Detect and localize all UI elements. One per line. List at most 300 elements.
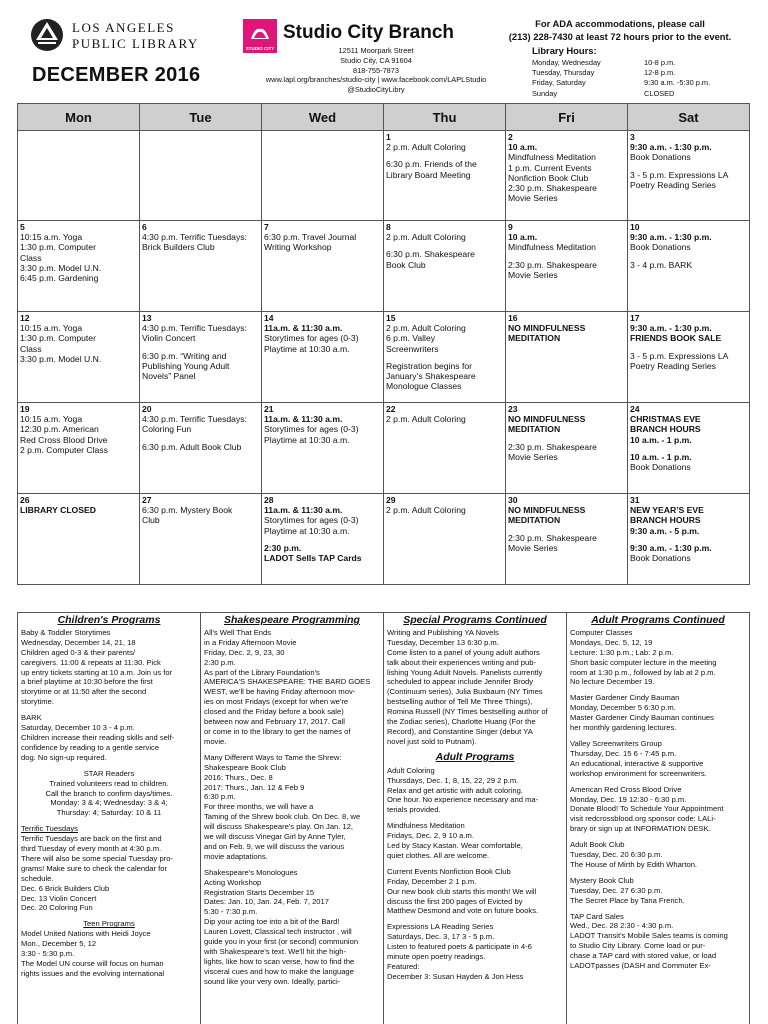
program-line: Adult Book Club xyxy=(570,840,625,850)
page-header xyxy=(0,0,768,104)
hours-days: Tuesday, Thursday xyxy=(532,68,595,78)
program-block xyxy=(570,628,746,687)
program-block xyxy=(570,739,746,779)
column-title: Children's Programs xyxy=(57,614,161,626)
program-line: Thursday, Dec. 15 6 - 7:45 p.m. xyxy=(570,748,677,758)
event-line: Book Donations xyxy=(630,242,691,253)
program-block xyxy=(21,713,197,763)
program-line: Donate Blood! To Schedule Your Appointment xyxy=(570,804,724,814)
program-line: visceral cues and how to make the language xyxy=(204,966,354,976)
event-line: 2 p.m. Computer Class xyxy=(20,444,108,455)
program-line: a brief playtime at 10:30 before the first xyxy=(21,677,153,687)
program-line: to Studio City Library. Come load or pur- xyxy=(570,941,706,951)
program-line: lishing Young Adult Novels. Panelists currently xyxy=(387,667,543,677)
program-line: All's Well That Ends xyxy=(204,627,272,637)
event-line: 3 - 5 p.m. Expressions LA xyxy=(630,169,729,180)
day-number: 2 xyxy=(508,132,513,142)
hours-time: 9:30 a.m. -5:30 p.m. xyxy=(644,78,711,88)
event-line: Violin Concert xyxy=(142,333,196,344)
childrens-programs-column xyxy=(18,613,201,1024)
program-lines xyxy=(21,929,197,979)
day-number: 17 xyxy=(630,313,640,323)
event-line: 6:30 p.m. Travel Journal xyxy=(264,232,357,243)
program-line: Relax and get artistic with adult coloring. xyxy=(387,785,523,795)
program-line: Dates: Jan. 10, Jan. 24, Feb. 7, 2017 xyxy=(204,897,329,907)
day-number: 24 xyxy=(630,404,640,414)
calendar-day-cell xyxy=(384,494,506,585)
program-line: Current Events Nonfiction Book Club xyxy=(387,866,511,876)
calendar-day-cell xyxy=(384,403,506,494)
calendar-day-header-row xyxy=(18,104,750,131)
program-line: Record), and Constantine Singer (debut YA xyxy=(387,726,533,736)
calendar-day-cell xyxy=(140,221,262,312)
program-line: with Shakespeare's text. We'll hit the high- xyxy=(204,947,347,956)
program-block xyxy=(387,766,563,816)
program-line: The House of Mirth by Edith Wharton. xyxy=(570,859,698,869)
program-line: 5:30 - 7:30 p.m. xyxy=(204,907,258,917)
event-line: 10:15 a.m. Yoga xyxy=(20,414,83,425)
calendar-day-cell xyxy=(628,312,750,403)
program-block xyxy=(387,867,563,917)
day-header: Wed xyxy=(262,104,384,131)
event-line: 11a.m. & 11:30 a.m. xyxy=(264,414,343,425)
event-line: Coloring Fun xyxy=(142,424,192,435)
calendar-day-cell xyxy=(384,221,506,312)
day-number: 14 xyxy=(264,313,274,323)
event-line: MEDITATION xyxy=(508,515,561,526)
program-line: ies on most Fridays (except for when we're xyxy=(204,697,349,707)
program-line: closed and the Friday before a book sale) xyxy=(204,707,344,717)
hours-row xyxy=(532,68,710,78)
event-line: 2:30 p.m. Shakespeare xyxy=(508,532,597,543)
program-line: 2:30 p.m. xyxy=(204,657,236,667)
ada-line1: For ADA accommodations, please call xyxy=(535,18,705,29)
calendar-day-cell xyxy=(18,494,140,585)
program-line: Master Gardener Cindy Bauman continues xyxy=(570,713,714,723)
hours-time: CLOSED xyxy=(644,88,675,98)
program-line: talk about their experiences writing and pub- xyxy=(387,657,537,667)
day-number: 7 xyxy=(264,222,269,232)
program-line: in a Friday Afternoon Movie xyxy=(204,637,297,647)
program-line: Mondays, Dec. 5, 12, 19 xyxy=(570,637,653,647)
library-hours xyxy=(532,58,710,99)
program-block xyxy=(570,693,746,733)
program-line: grams! Make sure to check the calendar for xyxy=(21,863,168,873)
calendar-day-cell xyxy=(506,312,628,403)
program-line: Dip your acting toe into a bit of the Bard! xyxy=(204,917,340,927)
event-line: 6 p.m. Valley xyxy=(386,333,436,344)
program-line: For three months, we will have a xyxy=(204,802,314,812)
event-line: 10 a.m. - 1 p.m. xyxy=(630,451,692,462)
event-line: 4:30 p.m. Terrific Tuesdays: xyxy=(142,323,247,334)
calendar-day-cell xyxy=(628,131,750,221)
column-title: Shakespeare Programming xyxy=(224,614,360,626)
event-line: 4:30 p.m. Terrific Tuesdays: xyxy=(142,414,247,425)
program-line: room at 1:30 p.m., followed by lab at 2 p.m. xyxy=(570,667,716,677)
program-line: Monday, December 5 6:30 p.m. xyxy=(570,703,676,713)
calendar-day-cell xyxy=(506,221,628,312)
program-line: Friday, December 2 1 p.m. xyxy=(387,876,477,886)
program-line: Dec. 6 Brick Builders Club xyxy=(21,883,110,893)
event-line: Novels” Panel xyxy=(142,371,196,382)
event-line: Playtime at 10:30 a.m. xyxy=(264,525,350,536)
event-line: 6:30 p.m. Shakespeare xyxy=(386,249,475,260)
calendar-day-cell xyxy=(18,131,140,221)
column-title: Special Programs Continued xyxy=(403,614,547,626)
ada-notice xyxy=(484,17,756,43)
day-number: 5 xyxy=(20,222,25,232)
calendar-day-cell xyxy=(262,312,384,403)
day-header: Thu xyxy=(384,104,506,131)
event-line: BRANCH HOURS xyxy=(630,515,701,526)
day-number: 22 xyxy=(386,404,396,414)
program-line: LADOTpasses (DASH and Commuter Ex- xyxy=(570,961,711,971)
day-header: Sat xyxy=(628,104,750,131)
event-line: 10:15 a.m. Yoga xyxy=(20,323,83,334)
program-line: brary or sign up at INFORMATION DESK. xyxy=(570,824,711,834)
event-line: Movie Series xyxy=(508,269,558,280)
event-line: CHRISTMAS EVE xyxy=(630,414,701,425)
event-line: 2 p.m. Adult Coloring xyxy=(386,142,466,153)
hours-days: Sunday xyxy=(532,88,558,98)
program-line: Mindfulness Meditation xyxy=(387,821,465,831)
program-line: Short basic computer lecture in the meeting xyxy=(570,657,717,667)
event-line: NO MINDFULNESS xyxy=(508,323,586,334)
event-line: Book Club xyxy=(386,259,426,270)
day-number: 21 xyxy=(264,404,274,414)
program-line: Master Gardener Cindy Bauman xyxy=(570,693,680,703)
program-line: Trained volunteers read to children. xyxy=(49,778,169,788)
calendar-day-cell xyxy=(140,131,262,221)
program-line: Wednesday, December 14, 21, 18 xyxy=(21,637,136,647)
day-number: 31 xyxy=(630,495,640,505)
special-programs-column xyxy=(384,613,567,1024)
program-line: (Continuum series), Julia Buxbaum (NY Times xyxy=(387,687,543,697)
calendar-day-cell xyxy=(506,131,628,221)
program-line: Writing and Publishing YA Novels xyxy=(387,627,499,637)
program-line: American Red Cross Blood Drive xyxy=(570,784,682,794)
calendar-day-cell xyxy=(262,221,384,312)
hours-days: Friday, Saturday xyxy=(532,78,586,88)
program-line: storytime. xyxy=(21,697,54,707)
program-line: Dec. 13 Violin Concert xyxy=(21,893,97,903)
program-line: 3:30 - 5:30 p.m. xyxy=(21,949,75,959)
program-block xyxy=(204,753,380,862)
day-number: 9 xyxy=(508,222,513,232)
calendar-body xyxy=(18,131,750,585)
event-line: Club xyxy=(142,515,160,526)
program-line: and on Feb. 9, we will discuss the various xyxy=(204,841,345,851)
event-line: Book Donations xyxy=(630,462,691,473)
event-line: 2 p.m. Adult Coloring xyxy=(386,232,466,243)
library-name-line2: PUBLIC LIBRARY xyxy=(72,36,199,51)
calendar-week-row xyxy=(18,403,750,494)
day-number: 26 xyxy=(20,495,30,505)
day-number: 16 xyxy=(508,313,518,323)
program-line: Taming of the Shrew book club. On Dec. 8, we xyxy=(204,812,361,822)
event-line: Library Board Meeting xyxy=(386,169,471,180)
event-line: Movie Series xyxy=(508,451,558,462)
event-line: 10 a.m. xyxy=(508,232,538,243)
event-line: 3 - 5 p.m. Expressions LA xyxy=(630,350,729,361)
branch-web-links[interactable]: www.lapl.org/branches/studio-city | www.facebook.com/LAPLStudio xyxy=(265,75,487,85)
program-block xyxy=(21,824,197,913)
event-line: Publishing Young Adult xyxy=(142,360,230,371)
calendar-day-cell xyxy=(628,494,750,585)
event-line: NEW YEAR’S EVE xyxy=(630,505,704,516)
event-line: LADOT Sells TAP Cards xyxy=(264,553,362,564)
day-number: 3 xyxy=(630,132,635,142)
hours-time: 12-8 p.m. xyxy=(644,68,676,78)
program-line: her monthly gardening lectures. xyxy=(570,723,677,733)
program-line: Tuesday, Dec. 20 6:30 p.m. xyxy=(570,850,663,860)
program-line: Children aged 0-3 & their parents/ xyxy=(21,647,135,657)
program-line: Friday, Dec. 2, 9, 23, 30 xyxy=(204,647,285,657)
program-line: Thursday: 4; Saturday: 10 & 11 xyxy=(56,808,162,818)
program-line: 6:30 p.m. xyxy=(204,792,236,802)
event-line: Class xyxy=(20,343,42,354)
event-line: 6:30 p.m. Mystery Book xyxy=(142,505,233,516)
program-line: LADOT Transit's Mobile Sales teams is coming xyxy=(570,931,728,941)
program-line: Fridays, Dec. 2, 9 10 a.m. xyxy=(387,831,474,841)
program-block xyxy=(387,922,563,981)
branch-info xyxy=(226,46,526,95)
event-line: Playtime at 10:30 a.m. xyxy=(264,434,350,445)
event-line: Writing Workshop xyxy=(264,242,332,253)
program-line: movie adaptations. xyxy=(204,851,268,861)
program-line: Matthew Desmond and vote on future books. xyxy=(387,906,539,916)
library-name-line1: LOS ANGELES xyxy=(72,20,175,35)
address-line2: Studio City, CA 91604 xyxy=(340,55,412,65)
program-line: third Tuesday of every month at 4:30 p.m. xyxy=(21,844,162,854)
program-line: lights, like how to scan verse, how to find the xyxy=(204,956,355,966)
event-line: 1:30 p.m. Computer xyxy=(20,242,96,253)
program-block xyxy=(570,912,746,971)
program-line: the Zodiac series), Charlotte Huang (For the xyxy=(387,717,536,727)
program-line: Terrific Tuesdays are back on the first and xyxy=(21,834,162,844)
program-line: Baby & Toddler Storytimes xyxy=(21,627,111,637)
program-line: Featured: xyxy=(387,962,420,971)
day-number: 19 xyxy=(20,404,30,414)
event-line: Brick Builders Club xyxy=(142,242,215,253)
program-line: Saturday, December 10 3 - 4 p.m. xyxy=(21,723,135,733)
event-line: January’s Shakespeare xyxy=(386,371,476,382)
program-line: chase a TAP card with stored value, or load xyxy=(570,951,717,961)
program-line: Expressions LA Reading Series xyxy=(387,922,494,932)
event-line: Storytimes for ages (0-3) xyxy=(264,333,359,344)
program-line: The Model UN course will focus on human xyxy=(21,959,164,968)
address-line1: 12511 Moorpark Street xyxy=(338,46,414,55)
hours-time: 10-8 p.m. xyxy=(644,58,676,67)
event-line: Storytimes for ages (0-3) xyxy=(264,424,359,435)
program-line: WEST, we'll be having Friday afternoon mov- xyxy=(204,687,356,697)
calendar-grid xyxy=(17,103,750,585)
program-line: guide you in your first (or second) communion xyxy=(204,937,359,947)
program-block xyxy=(204,868,380,987)
event-line: 10 a.m. - 1 p.m. xyxy=(630,434,692,445)
program-line: Tuesday, December 13 6:30 p.m. xyxy=(387,637,499,647)
program-line: Adult Coloring xyxy=(387,765,435,775)
day-header: Mon xyxy=(18,104,140,131)
calendar-day-cell xyxy=(140,312,262,403)
program-line: Tuesday, Dec. 27 6:30 p.m. xyxy=(570,885,663,895)
event-line: Storytimes for ages (0-3) xyxy=(264,515,359,526)
program-line: TAP Card Sales xyxy=(570,911,624,921)
calendar-day-cell xyxy=(628,403,750,494)
program-line: minute open poetry readings. xyxy=(387,952,486,962)
program-block xyxy=(570,840,746,870)
event-line: FRIENDS BOOK SALE xyxy=(630,333,722,344)
program-line: No lecture December 19. xyxy=(570,677,655,687)
calendar-day-cell xyxy=(140,494,262,585)
program-line: will discuss Shakespeare's play. On Jan. 12, xyxy=(204,822,354,832)
program-line: Romina Russell (NY Times bestselling author of xyxy=(387,707,548,717)
ada-line2: (213) 228-7430 at least 72 hours prior to the event. xyxy=(508,31,732,42)
day-number: 20 xyxy=(142,404,152,414)
program-line: One hour. No experience necessary and ma- xyxy=(387,795,539,805)
program-line: Computer Classes xyxy=(570,627,633,637)
event-line: 1:30 p.m. Computer xyxy=(20,333,96,344)
event-line: Movie Series xyxy=(508,193,558,204)
program-line: novel just sold to Putnam). xyxy=(387,736,477,746)
event-line: Mindfulness Meditation xyxy=(508,242,596,253)
day-number: 12 xyxy=(20,313,30,323)
event-line: 2:30 p.m. Shakespeare xyxy=(508,183,597,194)
day-number: 23 xyxy=(508,404,518,414)
branch-logo-label: STUDIO CITY xyxy=(245,46,275,51)
library-name xyxy=(72,20,199,52)
program-line: Come listen to a panel of young adult authors xyxy=(387,647,540,657)
program-line: BARK xyxy=(21,713,42,723)
program-line: Monday, Dec. 19 12:30 - 6:30 p.m. xyxy=(570,794,687,804)
event-line: 9:30 a.m. - 5 p.m. xyxy=(630,525,700,536)
event-line: Movie Series xyxy=(508,542,558,553)
program-line: bestselling author of Tell Me Three Things), xyxy=(387,697,533,707)
program-line: As part of the Library Foundation's xyxy=(204,667,320,677)
program-line: we will discuss Vinegar Girl by Anne Tyler, xyxy=(204,832,346,842)
program-line: scheduled to appear include Jennifer Brody xyxy=(387,677,534,687)
event-line: 3:30 p.m. Model U.N. xyxy=(20,262,102,273)
event-line: 3:30 p.m. Model U.N. xyxy=(20,353,102,364)
program-line: Thursdays, Dec. 1, 8, 15, 22, 29 2 p.m. xyxy=(387,775,519,785)
program-block xyxy=(387,821,563,861)
program-line: movie. xyxy=(204,736,227,746)
event-line: 11a.m. & 11:30 a.m. xyxy=(264,505,343,516)
program-line: quiet clothes. All are welcome. xyxy=(387,850,490,860)
program-line: Registration Starts December 15 xyxy=(204,887,315,897)
section-title: Adult Programs xyxy=(435,750,515,763)
event-line: Poetry Reading Series xyxy=(630,179,716,190)
event-line: 11a.m. & 11:30 a.m. xyxy=(264,323,343,334)
calendar-day-cell xyxy=(506,403,628,494)
program-lines xyxy=(21,834,197,913)
program-line: AMERICA'S SHAKESPEARE: THE BARD GOES xyxy=(204,677,371,687)
event-line: 2 p.m. Adult Coloring xyxy=(386,414,466,425)
program-block xyxy=(21,628,197,707)
program-line: Shakespeare Book Club xyxy=(204,762,286,772)
program-line: Valley Screenwriters Group xyxy=(570,738,662,748)
program-line: Shakespeare's Monologues xyxy=(204,867,298,877)
program-line: up entry tickets starting at 10 a.m. Join us for xyxy=(21,667,173,677)
program-line: Mystery Book Club xyxy=(570,875,634,885)
branch-name: Studio City Branch xyxy=(283,22,455,43)
branch-twitter[interactable]: @StudioCityLibry xyxy=(347,85,405,95)
program-line: schedule. xyxy=(21,873,54,883)
program-line: Led by Stacy Kastan. Wear comfortable, xyxy=(387,841,523,851)
program-line: Our new book club starts this month! We will xyxy=(387,886,537,896)
day-number: 13 xyxy=(142,313,152,323)
event-line: Book Donations xyxy=(630,152,691,163)
event-line: 9:30 a.m. - 1:30 p.m. xyxy=(630,232,712,243)
calendar-day-cell xyxy=(262,131,384,221)
program-line: workshop environment for screenwriters. xyxy=(570,768,707,778)
calendar-day-cell xyxy=(18,221,140,312)
calendar-day-cell xyxy=(384,312,506,403)
event-line: 9:30 a.m. - 1:30 p.m. xyxy=(630,542,712,553)
day-number: 27 xyxy=(142,495,152,505)
program-title: STAR Readers xyxy=(83,768,135,778)
day-number: 1 xyxy=(386,132,391,142)
day-number: 29 xyxy=(386,495,396,505)
event-line: Screenwriters xyxy=(386,343,439,354)
program-line: or come in to the library to get the names of xyxy=(204,726,351,736)
event-line: BRANCH HOURS xyxy=(630,424,701,435)
program-block xyxy=(387,628,563,747)
event-line: 9:30 a.m. - 1:30 p.m. xyxy=(630,323,712,334)
program-line: Model United Nations with Heidi Joyce xyxy=(21,929,151,939)
program-line: Wed., Dec. 28 2:30 - 4:30 p.m. xyxy=(570,921,674,931)
hours-row xyxy=(532,78,710,88)
calendar-day-cell xyxy=(262,403,384,494)
event-line: 2:30 p.m. Shakespeare xyxy=(508,259,597,270)
column-title: Adult Programs Continued xyxy=(591,614,725,626)
event-line: 2 p.m. Adult Coloring xyxy=(386,505,466,516)
hours-row xyxy=(532,89,710,99)
program-line: There will also be some special Tuesday pro- xyxy=(21,853,173,863)
event-line: 10 a.m. xyxy=(508,142,538,153)
shakespeare-programs-column xyxy=(201,613,384,1024)
calendar-day-cell xyxy=(506,494,628,585)
event-line: LIBRARY CLOSED xyxy=(20,505,96,516)
calendar-day-cell xyxy=(262,494,384,585)
program-line: confidence by reading to a gentle service xyxy=(21,742,160,752)
event-line: 6:45 p.m. Gardening xyxy=(20,273,99,284)
event-line: 6:30 p.m. Friends of the xyxy=(386,159,477,170)
day-number: 15 xyxy=(386,313,396,323)
event-line: MEDITATION xyxy=(508,333,561,344)
event-line: 3 - 4 p.m. BARK xyxy=(630,259,693,270)
program-block xyxy=(570,876,746,906)
event-line: Class xyxy=(20,252,42,263)
adult-programs-column xyxy=(567,613,749,1024)
program-line: between now and February 17, 2017. Call xyxy=(204,717,345,727)
calendar-week-row xyxy=(18,494,750,585)
program-block xyxy=(204,628,380,747)
event-line: MEDITATION xyxy=(508,424,561,435)
programs-section xyxy=(17,612,750,1024)
program-line: visit redcrossblood.org sponsor code: LALi- xyxy=(570,814,716,824)
event-line: Book Donations xyxy=(630,553,691,564)
program-line: Saturdays, Dec. 3, 17 3 - 5 p.m. xyxy=(387,932,495,942)
program-block xyxy=(570,785,746,835)
calendar-day-cell xyxy=(18,312,140,403)
day-number: 10 xyxy=(630,222,640,232)
day-number: 8 xyxy=(386,222,391,232)
program-line: sound like your very own. Ideally, partici- xyxy=(204,976,341,986)
event-line: Red Cross Blood Drive xyxy=(20,434,108,445)
month-title: DECEMBER 2016 xyxy=(32,64,201,86)
program-line: The Secret Place by Tana French. xyxy=(570,895,685,905)
